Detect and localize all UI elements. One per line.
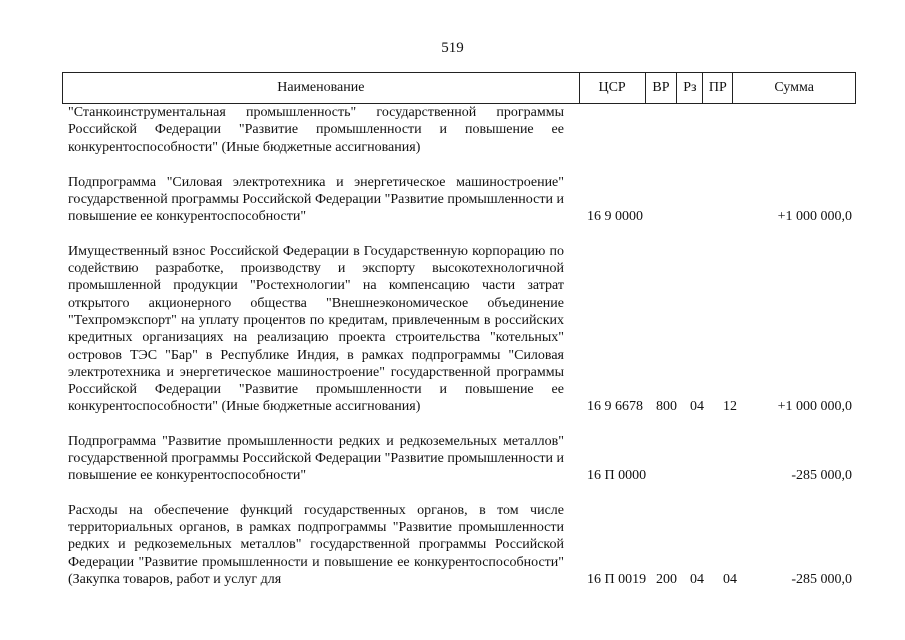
row-sum: +1 000 000,0 [777,209,852,225]
row-name: Имущественный взнос Российской Федерации в Государственную корпорацию по содействию разработке, производству и экспорту высокотехнологичной промышленной продукции "Ростехнологии" на компенсацию части затрат открытого акционерного общества "Внешнеэкономическое объединение "Техпромэкспорт" на уплату процентов по кредитам, привлеченным в российских кредитных организациях на реализацию проекта строительства "котельных" островов ТЭС "Бар" в Республике Индия, в рамках подпрограммы "Силовая электротехника и энергетическое машиностроение" государственной программы Российской Федерации "Развитие промышленности и повышение ее конкурентоспособности" (Иные бюджетные ассигнования) [68,243,564,415]
row-name: Расходы на обеспечение функций государственных органов, в том числе территориальных органов, в рамках подпрограммы "Развитие промышленности редких и редкоземельных металлов" государственной программы Российской Федерации "Развитие промышленности и повышение ее конкурентоспособности" (Закупка товаров, работ и услуг для [68,502,564,587]
row-vr: 800 [656,399,677,415]
table-row [68,243,856,416]
table-row [68,104,856,156]
header-name: Наименование [63,73,580,103]
row-name: Подпрограмма "Силовая электротехника и энергетическое машиностроение" государственной программы Российской Федерации "Развитие промышленности и повышение ее конкурентоспособности" [68,174,564,225]
table-body [68,104,856,588]
row-pr: 04 [723,571,737,587]
header-csr: ЦСР [580,73,646,103]
header-pr: ПР [703,73,733,103]
row-name: "Станкоинструментальная промышленность" государственной программы Российской Федерации "Развитие промышленности и повышение ее конкурентоспособности" (Иные бюджетные ассигнования) [68,105,564,155]
row-rz: 04 [690,571,704,587]
row-sum: +1 000 000,0 [777,399,852,415]
row-sum: -285 000,0 [791,571,852,587]
row-csr: 16 9 6678 [587,399,643,415]
page-number: 519 [441,40,464,56]
header-rz: Рз [677,73,703,103]
row-pr: 12 [723,399,737,415]
row-csr: 16 П 0019 [587,571,647,587]
table-row [68,174,856,226]
header-sum: Сумма [774,80,814,95]
table-header [62,72,856,104]
row-vr: 200 [656,571,677,587]
table-row [68,433,856,485]
row-name: Подпрограмма "Развитие промышленности редких и редкоземельных металлов" государственной программы Российской Федерации "Развитие промышленности и повышение ее конкурентоспособности" [68,433,564,484]
row-rz: 04 [690,399,704,415]
row-csr: 16 9 0000 [587,209,643,225]
row-sum: -285 000,0 [791,468,852,484]
header-vr: ВР [646,73,678,103]
row-csr: 16 П 0000 [587,468,647,484]
table-row [68,502,856,588]
